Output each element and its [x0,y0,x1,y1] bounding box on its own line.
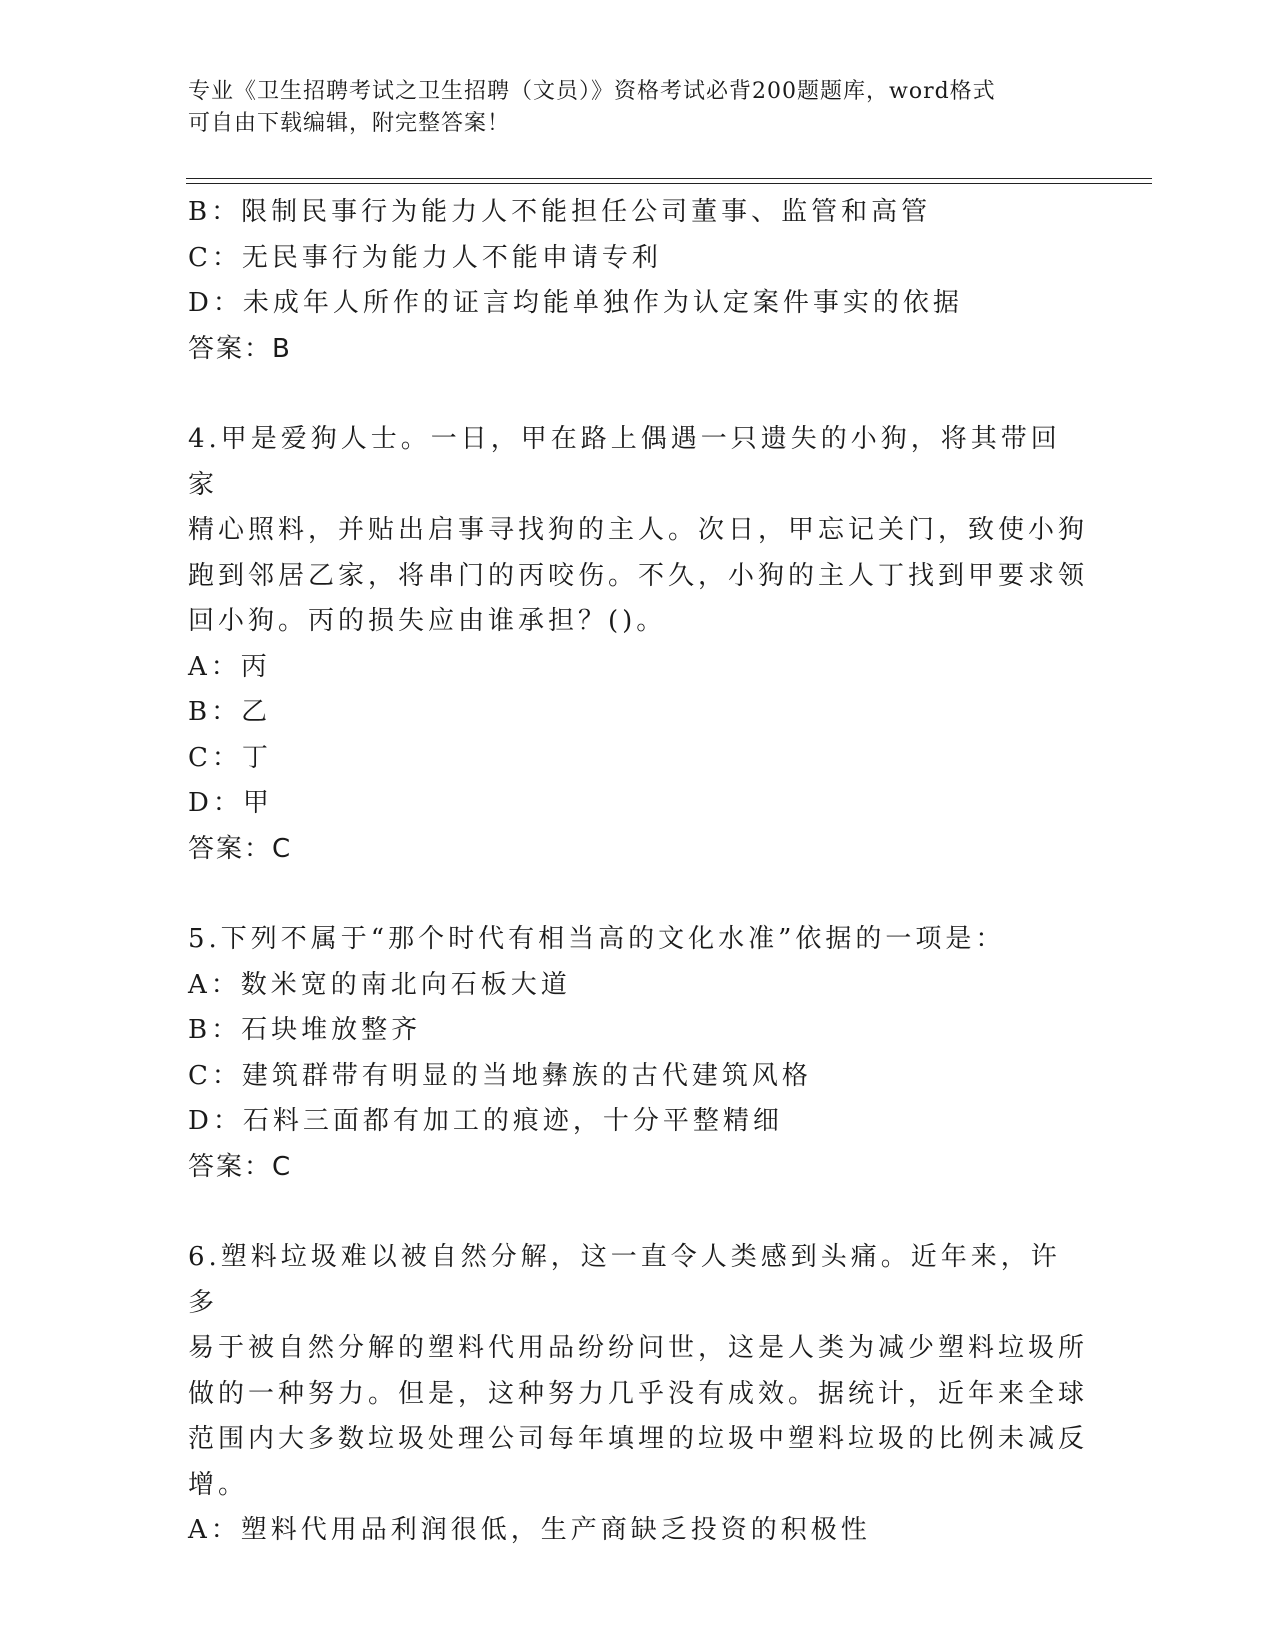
header-line-2: 可自由下载编辑，附完整答案！ [188,111,511,136]
question-stem-line: 跑到邻居乙家，将串门的丙咬伤。不久，小狗的主人丁找到甲要求领 [188,560,1089,591]
question-6 [188,1235,1088,1554]
header-rule-bottom [186,183,1152,184]
question-stem-line: 回小狗。丙的损失应由谁承担？()。 [188,606,667,636]
option-d: D：甲 [188,788,273,818]
question-stem-line: 4.甲是爱狗人士。一日，甲在路上偶遇一只遗失的小狗，将其带回家 [188,424,1061,500]
question-3-tail [188,190,1088,372]
question-stem-line: 精心照料，并贴出启事寻找狗的主人。次日，甲忘记关门，致使小狗 [188,515,1089,545]
question-stem-line: 5.下列不属于“那个时代有相当高的文化水准”依据的一项是： [188,924,1006,954]
document-header [188,76,1088,140]
question-stem-line: 做的一种努力。但是，这种努力几乎没有成效。据统计，近年来全球 [188,1378,1089,1409]
question-stem-line: 范围内大多数垃圾处理公司每年填埋的垃圾中塑料垃圾的比例未减反 [188,1424,1089,1454]
option-d: D：未成年人所作的证言均能单独作为认定案件事实的依据 [188,288,963,318]
answer: 答案：B [188,333,292,364]
option-c: C：无民事行为能力人不能申请专利 [188,242,662,273]
option-b: B：限制民事行为能力人不能担任公司董事、监管和高管 [188,197,932,227]
question-stem-line: 易于被自然分解的塑料代用品纷纷问世，这是人类为减少塑料垃圾所 [188,1333,1089,1363]
question-4 [188,417,1088,872]
option-b: B：乙 [188,697,272,727]
question-stem-line: 6.塑料垃圾难以被自然分解，这一直令人类感到头痛。近年来，许多 [188,1242,1061,1318]
option-a: A：塑料代用品利润很低，生产商缺乏投资的积极性 [188,1515,871,1545]
header-line-1: 专业《卫生招聘考试之卫生招聘（文员）》资格考试必背200题题库，word格式 [188,79,996,104]
header-rule-top [186,178,1152,179]
question-5 [188,917,1088,1190]
question-stem-line: 增。 [188,1469,249,1500]
option-b: B：石块堆放整齐 [188,1015,422,1045]
answer: 答案：C [188,833,293,864]
option-a: A：丙 [188,651,271,682]
answer: 答案：C [188,1151,293,1182]
option-a: A：数米宽的南北向石板大道 [188,969,571,1000]
option-c: C：建筑群带有明显的当地彝族的古代建筑风格 [188,1060,812,1091]
option-d: D：石料三面都有加工的痕迹，十分平整精细 [188,1106,783,1136]
question-content [188,190,1088,1554]
option-c: C：丁 [188,742,272,773]
